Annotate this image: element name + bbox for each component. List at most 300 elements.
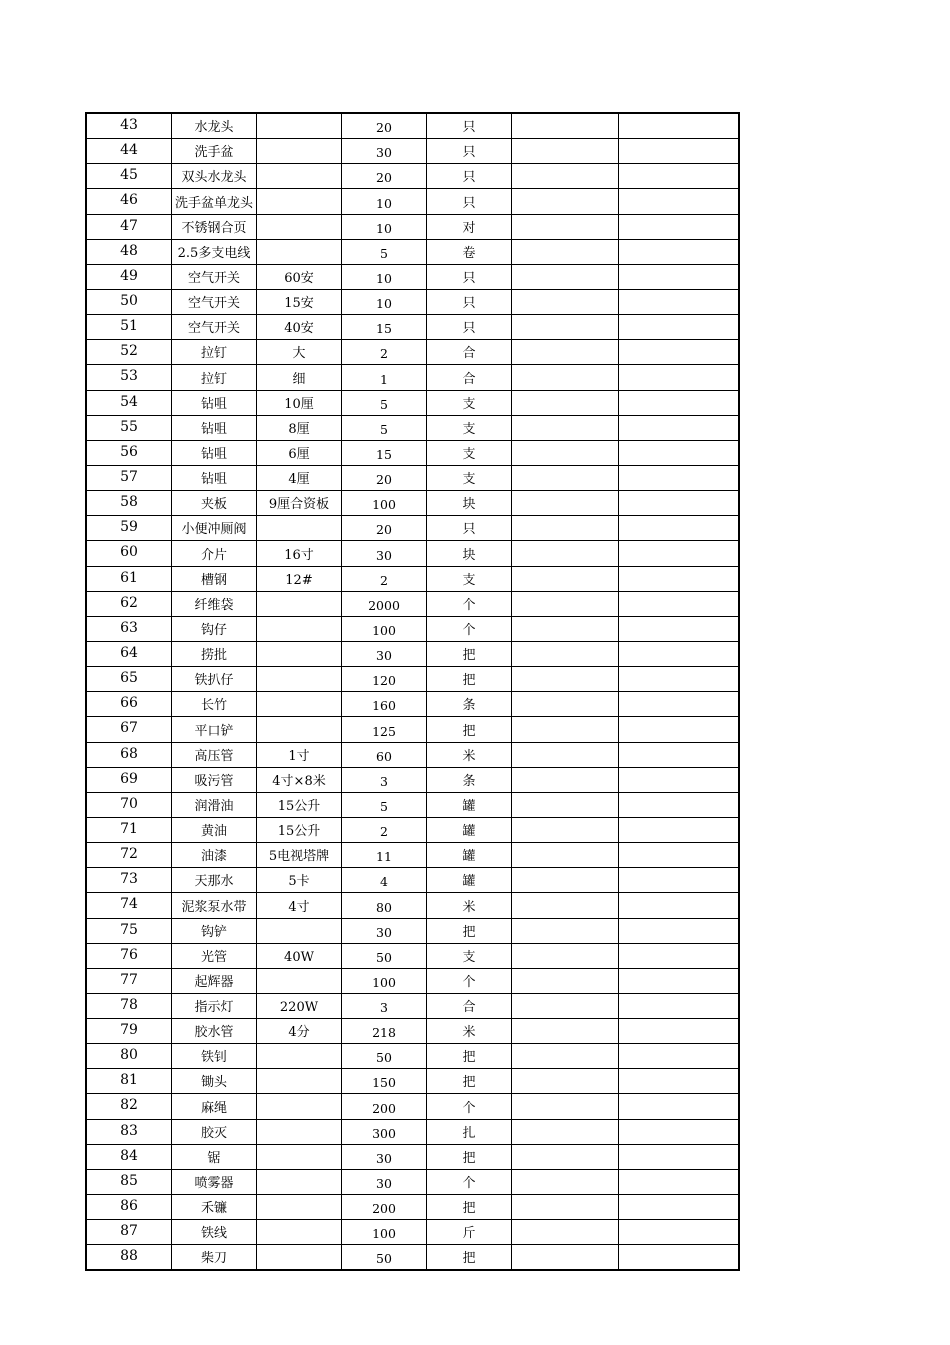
unit-cell[interactable]: 米 xyxy=(427,1019,512,1044)
blank-cell-2[interactable] xyxy=(619,1245,740,1271)
blank-cell-2[interactable] xyxy=(619,692,740,717)
unit-cell[interactable]: 个 xyxy=(427,1169,512,1194)
row-number-cell[interactable]: 44 xyxy=(86,139,172,164)
quantity-cell[interactable]: 11 xyxy=(342,843,427,868)
spec-cell[interactable]: 40W xyxy=(257,943,342,968)
item-name-cell[interactable]: 指示灯 xyxy=(172,993,257,1018)
quantity-cell[interactable]: 30 xyxy=(342,1169,427,1194)
item-name-cell[interactable]: 黄油 xyxy=(172,817,257,842)
blank-cell-1[interactable] xyxy=(512,289,619,314)
spec-cell[interactable] xyxy=(257,692,342,717)
item-name-cell[interactable]: 起辉器 xyxy=(172,968,257,993)
spec-cell[interactable] xyxy=(257,667,342,692)
blank-cell-2[interactable] xyxy=(619,365,740,390)
unit-cell[interactable]: 把 xyxy=(427,667,512,692)
item-name-cell[interactable]: 麻绳 xyxy=(172,1094,257,1119)
item-name-cell[interactable]: 介片 xyxy=(172,541,257,566)
quantity-cell[interactable]: 125 xyxy=(342,717,427,742)
quantity-cell[interactable]: 4 xyxy=(342,868,427,893)
item-name-cell[interactable]: 捞批 xyxy=(172,641,257,666)
spec-cell[interactable]: 60安 xyxy=(257,264,342,289)
quantity-cell[interactable]: 15 xyxy=(342,315,427,340)
quantity-cell[interactable]: 2 xyxy=(342,566,427,591)
unit-cell[interactable]: 块 xyxy=(427,491,512,516)
blank-cell-2[interactable] xyxy=(619,189,740,214)
quantity-cell[interactable]: 5 xyxy=(342,792,427,817)
row-number-cell[interactable]: 45 xyxy=(86,164,172,189)
quantity-cell[interactable]: 10 xyxy=(342,214,427,239)
unit-cell[interactable]: 把 xyxy=(427,641,512,666)
row-number-cell[interactable]: 49 xyxy=(86,264,172,289)
unit-cell[interactable]: 把 xyxy=(427,918,512,943)
item-name-cell[interactable]: 不锈钢合页 xyxy=(172,214,257,239)
row-number-cell[interactable]: 58 xyxy=(86,491,172,516)
blank-cell-1[interactable] xyxy=(512,843,619,868)
blank-cell-1[interactable] xyxy=(512,667,619,692)
spec-cell[interactable]: 40安 xyxy=(257,315,342,340)
spec-cell[interactable]: 15公升 xyxy=(257,817,342,842)
item-name-cell[interactable]: 2.5多支电线 xyxy=(172,239,257,264)
quantity-cell[interactable]: 30 xyxy=(342,1144,427,1169)
row-number-cell[interactable]: 51 xyxy=(86,315,172,340)
row-number-cell[interactable]: 56 xyxy=(86,440,172,465)
blank-cell-1[interactable] xyxy=(512,1169,619,1194)
spec-cell[interactable]: 12# xyxy=(257,566,342,591)
quantity-cell[interactable]: 100 xyxy=(342,968,427,993)
quantity-cell[interactable]: 50 xyxy=(342,1044,427,1069)
row-number-cell[interactable]: 80 xyxy=(86,1044,172,1069)
blank-cell-1[interactable] xyxy=(512,390,619,415)
unit-cell[interactable]: 只 xyxy=(427,315,512,340)
row-number-cell[interactable]: 67 xyxy=(86,717,172,742)
item-name-cell[interactable]: 拉钉 xyxy=(172,365,257,390)
blank-cell-2[interactable] xyxy=(619,1069,740,1094)
row-number-cell[interactable]: 47 xyxy=(86,214,172,239)
blank-cell-1[interactable] xyxy=(512,591,619,616)
spec-cell[interactable]: 4分 xyxy=(257,1019,342,1044)
blank-cell-2[interactable] xyxy=(619,868,740,893)
unit-cell[interactable]: 条 xyxy=(427,767,512,792)
row-number-cell[interactable]: 53 xyxy=(86,365,172,390)
item-name-cell[interactable]: 钻咀 xyxy=(172,440,257,465)
item-name-cell[interactable]: 纤维袋 xyxy=(172,591,257,616)
item-name-cell[interactable]: 钻咀 xyxy=(172,415,257,440)
item-name-cell[interactable]: 空气开关 xyxy=(172,315,257,340)
item-name-cell[interactable]: 钩铲 xyxy=(172,918,257,943)
row-number-cell[interactable]: 55 xyxy=(86,415,172,440)
quantity-cell[interactable]: 50 xyxy=(342,1245,427,1271)
blank-cell-1[interactable] xyxy=(512,1144,619,1169)
quantity-cell[interactable]: 20 xyxy=(342,164,427,189)
spec-cell[interactable] xyxy=(257,1119,342,1144)
quantity-cell[interactable]: 30 xyxy=(342,641,427,666)
unit-cell[interactable]: 个 xyxy=(427,968,512,993)
unit-cell[interactable]: 只 xyxy=(427,289,512,314)
blank-cell-2[interactable] xyxy=(619,1019,740,1044)
item-name-cell[interactable]: 洗手盆单龙头 xyxy=(172,189,257,214)
unit-cell[interactable]: 个 xyxy=(427,1094,512,1119)
spec-cell[interactable] xyxy=(257,1044,342,1069)
blank-cell-2[interactable] xyxy=(619,516,740,541)
quantity-cell[interactable]: 5 xyxy=(342,390,427,415)
blank-cell-1[interactable] xyxy=(512,893,619,918)
spec-cell[interactable]: 220W xyxy=(257,993,342,1018)
blank-cell-2[interactable] xyxy=(619,792,740,817)
spec-cell[interactable]: 8厘 xyxy=(257,415,342,440)
unit-cell[interactable]: 支 xyxy=(427,390,512,415)
row-number-cell[interactable]: 61 xyxy=(86,566,172,591)
blank-cell-2[interactable] xyxy=(619,1220,740,1245)
row-number-cell[interactable]: 65 xyxy=(86,667,172,692)
item-name-cell[interactable]: 长竹 xyxy=(172,692,257,717)
quantity-cell[interactable]: 3 xyxy=(342,993,427,1018)
spec-cell[interactable]: 15公升 xyxy=(257,792,342,817)
blank-cell-2[interactable] xyxy=(619,415,740,440)
quantity-cell[interactable]: 100 xyxy=(342,491,427,516)
row-number-cell[interactable]: 72 xyxy=(86,843,172,868)
item-name-cell[interactable]: 锄头 xyxy=(172,1069,257,1094)
spec-cell[interactable] xyxy=(257,1220,342,1245)
row-number-cell[interactable]: 54 xyxy=(86,390,172,415)
spec-cell[interactable]: 5卡 xyxy=(257,868,342,893)
row-number-cell[interactable]: 78 xyxy=(86,993,172,1018)
item-name-cell[interactable]: 润滑油 xyxy=(172,792,257,817)
item-name-cell[interactable]: 夹板 xyxy=(172,491,257,516)
row-number-cell[interactable]: 76 xyxy=(86,943,172,968)
blank-cell-1[interactable] xyxy=(512,113,619,139)
spec-cell[interactable]: 4寸×8米 xyxy=(257,767,342,792)
quantity-cell[interactable]: 2 xyxy=(342,340,427,365)
unit-cell[interactable]: 条 xyxy=(427,692,512,717)
spec-cell[interactable] xyxy=(257,918,342,943)
row-number-cell[interactable]: 60 xyxy=(86,541,172,566)
unit-cell[interactable]: 把 xyxy=(427,1195,512,1220)
blank-cell-1[interactable] xyxy=(512,868,619,893)
blank-cell-2[interactable] xyxy=(619,465,740,490)
unit-cell[interactable]: 合 xyxy=(427,993,512,1018)
blank-cell-1[interactable] xyxy=(512,641,619,666)
item-name-cell[interactable]: 铁线 xyxy=(172,1220,257,1245)
blank-cell-2[interactable] xyxy=(619,566,740,591)
row-number-cell[interactable]: 79 xyxy=(86,1019,172,1044)
blank-cell-1[interactable] xyxy=(512,239,619,264)
unit-cell[interactable]: 扎 xyxy=(427,1119,512,1144)
item-name-cell[interactable]: 洗手盆 xyxy=(172,139,257,164)
blank-cell-1[interactable] xyxy=(512,139,619,164)
unit-cell[interactable]: 米 xyxy=(427,742,512,767)
spec-cell[interactable] xyxy=(257,164,342,189)
row-number-cell[interactable]: 48 xyxy=(86,239,172,264)
spec-cell[interactable] xyxy=(257,1195,342,1220)
item-name-cell[interactable]: 拉钉 xyxy=(172,340,257,365)
quantity-cell[interactable]: 15 xyxy=(342,440,427,465)
blank-cell-1[interactable] xyxy=(512,767,619,792)
spec-cell[interactable] xyxy=(257,189,342,214)
blank-cell-2[interactable] xyxy=(619,491,740,516)
blank-cell-1[interactable] xyxy=(512,918,619,943)
blank-cell-2[interactable] xyxy=(619,1119,740,1144)
unit-cell[interactable]: 合 xyxy=(427,365,512,390)
spec-cell[interactable]: 9厘合资板 xyxy=(257,491,342,516)
blank-cell-1[interactable] xyxy=(512,516,619,541)
row-number-cell[interactable]: 83 xyxy=(86,1119,172,1144)
blank-cell-2[interactable] xyxy=(619,1144,740,1169)
row-number-cell[interactable]: 74 xyxy=(86,893,172,918)
quantity-cell[interactable]: 1 xyxy=(342,365,427,390)
item-name-cell[interactable]: 空气开关 xyxy=(172,264,257,289)
item-name-cell[interactable]: 喷雾器 xyxy=(172,1169,257,1194)
blank-cell-2[interactable] xyxy=(619,667,740,692)
item-name-cell[interactable]: 平口铲 xyxy=(172,717,257,742)
item-name-cell[interactable]: 小便冲厕阀 xyxy=(172,516,257,541)
spec-cell[interactable]: 4厘 xyxy=(257,465,342,490)
row-number-cell[interactable]: 87 xyxy=(86,1220,172,1245)
row-number-cell[interactable]: 75 xyxy=(86,918,172,943)
row-number-cell[interactable]: 62 xyxy=(86,591,172,616)
blank-cell-1[interactable] xyxy=(512,1245,619,1271)
spec-cell[interactable] xyxy=(257,616,342,641)
blank-cell-2[interactable] xyxy=(619,340,740,365)
blank-cell-2[interactable] xyxy=(619,641,740,666)
blank-cell-2[interactable] xyxy=(619,843,740,868)
row-number-cell[interactable]: 86 xyxy=(86,1195,172,1220)
spec-cell[interactable] xyxy=(257,1169,342,1194)
blank-cell-2[interactable] xyxy=(619,139,740,164)
quantity-cell[interactable]: 300 xyxy=(342,1119,427,1144)
blank-cell-2[interactable] xyxy=(619,214,740,239)
row-number-cell[interactable]: 46 xyxy=(86,189,172,214)
spec-cell[interactable] xyxy=(257,1094,342,1119)
blank-cell-2[interactable] xyxy=(619,968,740,993)
row-number-cell[interactable]: 50 xyxy=(86,289,172,314)
spec-cell[interactable] xyxy=(257,239,342,264)
item-name-cell[interactable]: 光管 xyxy=(172,943,257,968)
quantity-cell[interactable]: 30 xyxy=(342,139,427,164)
blank-cell-1[interactable] xyxy=(512,566,619,591)
quantity-cell[interactable]: 20 xyxy=(342,465,427,490)
spec-cell[interactable] xyxy=(257,968,342,993)
row-number-cell[interactable]: 70 xyxy=(86,792,172,817)
blank-cell-1[interactable] xyxy=(512,164,619,189)
blank-cell-1[interactable] xyxy=(512,1069,619,1094)
spec-cell[interactable] xyxy=(257,717,342,742)
quantity-cell[interactable]: 30 xyxy=(342,541,427,566)
blank-cell-2[interactable] xyxy=(619,239,740,264)
blank-cell-2[interactable] xyxy=(619,767,740,792)
item-name-cell[interactable]: 高压管 xyxy=(172,742,257,767)
blank-cell-2[interactable] xyxy=(619,893,740,918)
quantity-cell[interactable]: 2 xyxy=(342,817,427,842)
blank-cell-1[interactable] xyxy=(512,692,619,717)
blank-cell-1[interactable] xyxy=(512,742,619,767)
unit-cell[interactable]: 米 xyxy=(427,893,512,918)
item-name-cell[interactable]: 钻咀 xyxy=(172,465,257,490)
row-number-cell[interactable]: 52 xyxy=(86,340,172,365)
quantity-cell[interactable]: 20 xyxy=(342,113,427,139)
row-number-cell[interactable]: 63 xyxy=(86,616,172,641)
unit-cell[interactable]: 块 xyxy=(427,541,512,566)
spec-cell[interactable]: 10厘 xyxy=(257,390,342,415)
spec-cell[interactable]: 16寸 xyxy=(257,541,342,566)
unit-cell[interactable]: 支 xyxy=(427,440,512,465)
spec-cell[interactable] xyxy=(257,1069,342,1094)
blank-cell-1[interactable] xyxy=(512,365,619,390)
item-name-cell[interactable]: 油漆 xyxy=(172,843,257,868)
blank-cell-2[interactable] xyxy=(619,440,740,465)
unit-cell[interactable]: 支 xyxy=(427,465,512,490)
item-name-cell[interactable]: 钻咀 xyxy=(172,390,257,415)
row-number-cell[interactable]: 66 xyxy=(86,692,172,717)
quantity-cell[interactable]: 5 xyxy=(342,415,427,440)
quantity-cell[interactable]: 3 xyxy=(342,767,427,792)
blank-cell-1[interactable] xyxy=(512,993,619,1018)
item-name-cell[interactable]: 钩仔 xyxy=(172,616,257,641)
quantity-cell[interactable]: 100 xyxy=(342,616,427,641)
blank-cell-1[interactable] xyxy=(512,717,619,742)
blank-cell-1[interactable] xyxy=(512,264,619,289)
item-name-cell[interactable]: 吸污管 xyxy=(172,767,257,792)
spec-cell[interactable]: 15安 xyxy=(257,289,342,314)
item-name-cell[interactable]: 柴刀 xyxy=(172,1245,257,1271)
item-name-cell[interactable]: 铁扒仔 xyxy=(172,667,257,692)
unit-cell[interactable]: 支 xyxy=(427,415,512,440)
blank-cell-2[interactable] xyxy=(619,616,740,641)
unit-cell[interactable]: 卷 xyxy=(427,239,512,264)
blank-cell-1[interactable] xyxy=(512,1220,619,1245)
quantity-cell[interactable]: 80 xyxy=(342,893,427,918)
unit-cell[interactable]: 个 xyxy=(427,591,512,616)
unit-cell[interactable]: 只 xyxy=(427,113,512,139)
item-name-cell[interactable]: 禾镰 xyxy=(172,1195,257,1220)
unit-cell[interactable]: 只 xyxy=(427,164,512,189)
row-number-cell[interactable]: 73 xyxy=(86,868,172,893)
quantity-cell[interactable]: 5 xyxy=(342,239,427,264)
blank-cell-2[interactable] xyxy=(619,742,740,767)
row-number-cell[interactable]: 85 xyxy=(86,1169,172,1194)
spec-cell[interactable] xyxy=(257,214,342,239)
blank-cell-1[interactable] xyxy=(512,792,619,817)
spec-cell[interactable]: 4寸 xyxy=(257,893,342,918)
spec-cell[interactable]: 6厘 xyxy=(257,440,342,465)
blank-cell-2[interactable] xyxy=(619,591,740,616)
row-number-cell[interactable]: 57 xyxy=(86,465,172,490)
blank-cell-1[interactable] xyxy=(512,541,619,566)
quantity-cell[interactable]: 200 xyxy=(342,1195,427,1220)
blank-cell-1[interactable] xyxy=(512,315,619,340)
spec-cell[interactable] xyxy=(257,1144,342,1169)
quantity-cell[interactable]: 30 xyxy=(342,918,427,943)
row-number-cell[interactable]: 69 xyxy=(86,767,172,792)
blank-cell-2[interactable] xyxy=(619,943,740,968)
item-name-cell[interactable]: 双头水龙头 xyxy=(172,164,257,189)
quantity-cell[interactable]: 160 xyxy=(342,692,427,717)
row-number-cell[interactable]: 59 xyxy=(86,516,172,541)
item-name-cell[interactable]: 空气开关 xyxy=(172,289,257,314)
blank-cell-2[interactable] xyxy=(619,390,740,415)
blank-cell-1[interactable] xyxy=(512,1119,619,1144)
blank-cell-2[interactable] xyxy=(619,918,740,943)
unit-cell[interactable]: 个 xyxy=(427,616,512,641)
blank-cell-2[interactable] xyxy=(619,541,740,566)
quantity-cell[interactable]: 60 xyxy=(342,742,427,767)
row-number-cell[interactable]: 64 xyxy=(86,641,172,666)
blank-cell-2[interactable] xyxy=(619,1044,740,1069)
spec-cell[interactable] xyxy=(257,139,342,164)
item-name-cell[interactable]: 槽钢 xyxy=(172,566,257,591)
unit-cell[interactable]: 对 xyxy=(427,214,512,239)
quantity-cell[interactable]: 120 xyxy=(342,667,427,692)
blank-cell-2[interactable] xyxy=(619,315,740,340)
item-name-cell[interactable]: 胶灭 xyxy=(172,1119,257,1144)
blank-cell-1[interactable] xyxy=(512,189,619,214)
row-number-cell[interactable]: 82 xyxy=(86,1094,172,1119)
blank-cell-2[interactable] xyxy=(619,993,740,1018)
blank-cell-1[interactable] xyxy=(512,943,619,968)
blank-cell-2[interactable] xyxy=(619,717,740,742)
blank-cell-2[interactable] xyxy=(619,289,740,314)
unit-cell[interactable]: 把 xyxy=(427,1245,512,1271)
quantity-cell[interactable]: 50 xyxy=(342,943,427,968)
unit-cell[interactable]: 罐 xyxy=(427,843,512,868)
row-number-cell[interactable]: 43 xyxy=(86,113,172,139)
blank-cell-1[interactable] xyxy=(512,340,619,365)
item-name-cell[interactable]: 水龙头 xyxy=(172,113,257,139)
spec-cell[interactable] xyxy=(257,641,342,666)
unit-cell[interactable]: 罐 xyxy=(427,868,512,893)
blank-cell-1[interactable] xyxy=(512,1094,619,1119)
spec-cell[interactable] xyxy=(257,113,342,139)
blank-cell-1[interactable] xyxy=(512,415,619,440)
quantity-cell[interactable]: 2000 xyxy=(342,591,427,616)
unit-cell[interactable]: 只 xyxy=(427,139,512,164)
blank-cell-1[interactable] xyxy=(512,214,619,239)
blank-cell-2[interactable] xyxy=(619,113,740,139)
blank-cell-1[interactable] xyxy=(512,817,619,842)
unit-cell[interactable]: 只 xyxy=(427,516,512,541)
unit-cell[interactable]: 把 xyxy=(427,1144,512,1169)
unit-cell[interactable]: 支 xyxy=(427,566,512,591)
unit-cell[interactable]: 只 xyxy=(427,189,512,214)
unit-cell[interactable]: 只 xyxy=(427,264,512,289)
unit-cell[interactable]: 斤 xyxy=(427,1220,512,1245)
blank-cell-2[interactable] xyxy=(619,264,740,289)
quantity-cell[interactable]: 200 xyxy=(342,1094,427,1119)
blank-cell-1[interactable] xyxy=(512,440,619,465)
spec-cell[interactable] xyxy=(257,516,342,541)
quantity-cell[interactable]: 150 xyxy=(342,1069,427,1094)
spec-cell[interactable] xyxy=(257,591,342,616)
blank-cell-1[interactable] xyxy=(512,1044,619,1069)
unit-cell[interactable]: 把 xyxy=(427,717,512,742)
quantity-cell[interactable]: 10 xyxy=(342,289,427,314)
unit-cell[interactable]: 罐 xyxy=(427,817,512,842)
unit-cell[interactable]: 把 xyxy=(427,1069,512,1094)
quantity-cell[interactable]: 10 xyxy=(342,264,427,289)
spec-cell[interactable]: 5电视塔牌 xyxy=(257,843,342,868)
blank-cell-2[interactable] xyxy=(619,1094,740,1119)
blank-cell-2[interactable] xyxy=(619,164,740,189)
item-name-cell[interactable]: 天那水 xyxy=(172,868,257,893)
spec-cell[interactable] xyxy=(257,1245,342,1271)
quantity-cell[interactable]: 218 xyxy=(342,1019,427,1044)
blank-cell-1[interactable] xyxy=(512,465,619,490)
row-number-cell[interactable]: 88 xyxy=(86,1245,172,1271)
quantity-cell[interactable]: 100 xyxy=(342,1220,427,1245)
quantity-cell[interactable]: 20 xyxy=(342,516,427,541)
blank-cell-1[interactable] xyxy=(512,968,619,993)
item-name-cell[interactable]: 泥浆泵水带 xyxy=(172,893,257,918)
blank-cell-2[interactable] xyxy=(619,817,740,842)
